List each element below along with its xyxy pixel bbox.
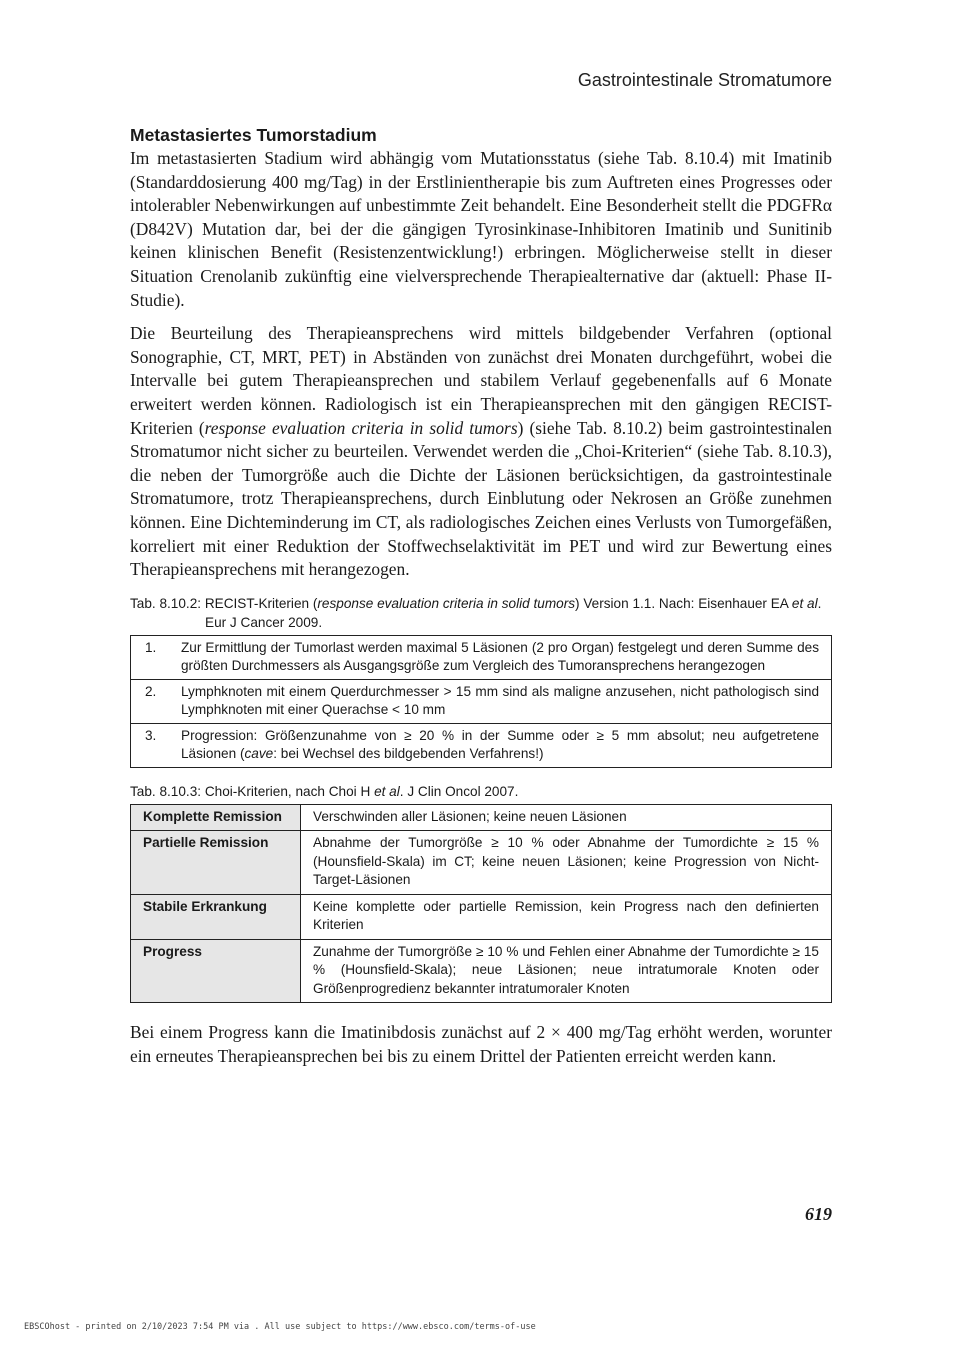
criterion-description: Zunahme der Tumorgröße ≥ 10 % und Fehlen einer Abnahme der Tumordichte ≥ 15 % (Hounsfield-Skala); neue Läsionen; neue intratumorale Knoten oder Größenprogredienz bekannter intratumoraler Knoten [301, 939, 832, 1003]
table-row [131, 894, 832, 939]
row-text-part: : bei Wechsel des bildgebenden Verfahrens!) [273, 746, 544, 762]
caption-italic: et al [374, 783, 400, 799]
paragraph-2 [130, 322, 832, 582]
caption-part: ) Version 1.1. Nach: Eisenhauer EA [575, 595, 792, 611]
criterion-term: Stabile Erkrankung [131, 894, 301, 939]
criterion-description: Verschwinden aller Läsionen; keine neuen Läsionen [301, 804, 832, 831]
row-number: 3. [131, 723, 182, 767]
caption-part: . J Clin Oncol 2007. [399, 783, 519, 799]
table-row [131, 939, 832, 1003]
table-row [131, 679, 832, 723]
row-text [181, 723, 832, 767]
paragraph-2-italic: response evaluation criteria in solid tumors [204, 417, 518, 438]
recist-table [130, 635, 832, 768]
choi-table [130, 804, 832, 1004]
row-number: 1. [131, 635, 182, 679]
row-text: Zur Ermittlung der Tumorlast werden maximal 5 Läsionen (2 pro Organ) festgelegt und deren Summe des größten Durchmessers als Ausgangsgröße zum Vergleich des Tumoransprechens herangezogen [181, 635, 832, 679]
main-content [130, 124, 832, 1078]
table-row [131, 723, 832, 767]
caption-part: Tab. 8.10.3: Choi-Kriterien, nach Choi H [130, 783, 375, 799]
criterion-description: Keine komplette oder partielle Remission, kein Progress nach den definierten Kriterien [301, 894, 832, 939]
criterion-description: Abnahme der Tumorgröße ≥ 10 % oder Abnahme der Tumordichte ≥ 15 % (Hounsfield-Skala) im CT; keine neuen Läsionen; keine Progression von Nicht-Target-Läsionen [301, 831, 832, 895]
closing-paragraph: Bei einem Progress kann die Imatinibdosis zunächst auf 2 × 400 mg/Tag erhöht werden, worunter ein erneutes Therapieansprechen bei bis zu einem Drittel der Patienten erreicht werden kann. [130, 1022, 832, 1066]
table-row [131, 831, 832, 895]
table-row [131, 635, 832, 679]
row-text: Lymphknoten mit einem Querdurchmesser > 15 mm sind als maligne anzusehen, nicht pathologisch sind Lymphknoten mit einer Querachse < 10 mm [181, 679, 832, 723]
page-number: 619 [805, 1204, 832, 1224]
paragraph-2-part-b: ) (siehe Tab. 8.10.2) beim gastrointestinalen Stromatumor nicht sicher zu beurteilen. Verwendet werden die „Choi-Kriterien“ (siehe Tab. 8.10.3), die neben der Tumorgröße auch die Dichte der Läsionen berücksichtigen, da gastrointestinale Stromatumore, trotz Therapieansprechens, durch Einblutung oder Nekrosen an Größe zunehmen können. Eine Dichteminderung im CT, als radiologisches Zeichen eines Verlusts von Tumorgefäßen, korreliert mit einer Reduktion der Stoffwechselaktivität im PET und wird zur Bewertung eines Therapieansprechens mit herangezogen. [130, 417, 832, 580]
table-2-caption [130, 782, 832, 801]
caption-italic: response evaluation criteria in solid tumors [317, 595, 576, 611]
row-text-italic: cave [244, 746, 274, 762]
caption-part: Tab. 8.10.2: RECIST-Kriterien ( [130, 595, 318, 611]
row-text-part: Progression: Größenzunahme von ≥ 20 % in der Summe oder ≥ 5 mm absolut; neu aufgetretene Läsionen ( [181, 727, 819, 762]
paragraph-1: Im metastasierten Stadium wird abhängig vom Mutationsstatus (siehe Tab. 8.10.4) mit Imatinib (Standarddosierung 400 mg/Tag) in der Erstlinientherapie bis zum Auftreten eines Progresses oder intolerabler Nebenwirkungen auf unbestimmte Zeit behandelt. Eine Besonderheit stellt die PDGFRα (D842V) Mutation dar, bei der die gängigen Tyrosinkinase-Inhibitoren Imatinib und Sunitinib keinen klinischen Benefit (Resistenzentwicklung!) erbringen. Möglicherweise stellt in dieser Situation Crenolanib zukünftig eine vielversprechende Therapiealternative dar (aktuell: Phase II-Studie). [130, 148, 832, 310]
section-heading: Metastasiertes Tumorstadium [130, 125, 377, 145]
paragraph-2-part-a: Die Beurteilung des Therapieansprechens wird mittels bildgebender Verfahren (optional Sonographie, CT, MRT, PET) in Abständen von zunächst drei Monaten durchgeführt, wobei die Intervalle bei gutem Therapieansprechen und stabilem Verlauf gegebenenfalls auf 6 Monate erweitert werden können. Radiologisch ist ein Therapieansprechen mit den gängigen RECIST-Kriterien ( [130, 323, 832, 438]
caption-italic: et al [791, 595, 818, 611]
criterion-term: Progress [131, 939, 301, 1003]
criterion-term: Partielle Remission [131, 831, 301, 895]
running-header: Gastrointestinale Stromatumore [577, 70, 832, 90]
table-1-caption [130, 594, 832, 632]
table-row [131, 804, 832, 831]
print-footer: EBSCOhost - printed on 2/10/2023 7:54 PM via . All use subject to https://www.ebsco.com/terms-of-use [24, 1322, 536, 1332]
row-number: 2. [131, 679, 182, 723]
caption-part: . Eur J Cancer 2009. [205, 595, 822, 630]
criterion-term: Komplette Remission [131, 804, 301, 831]
